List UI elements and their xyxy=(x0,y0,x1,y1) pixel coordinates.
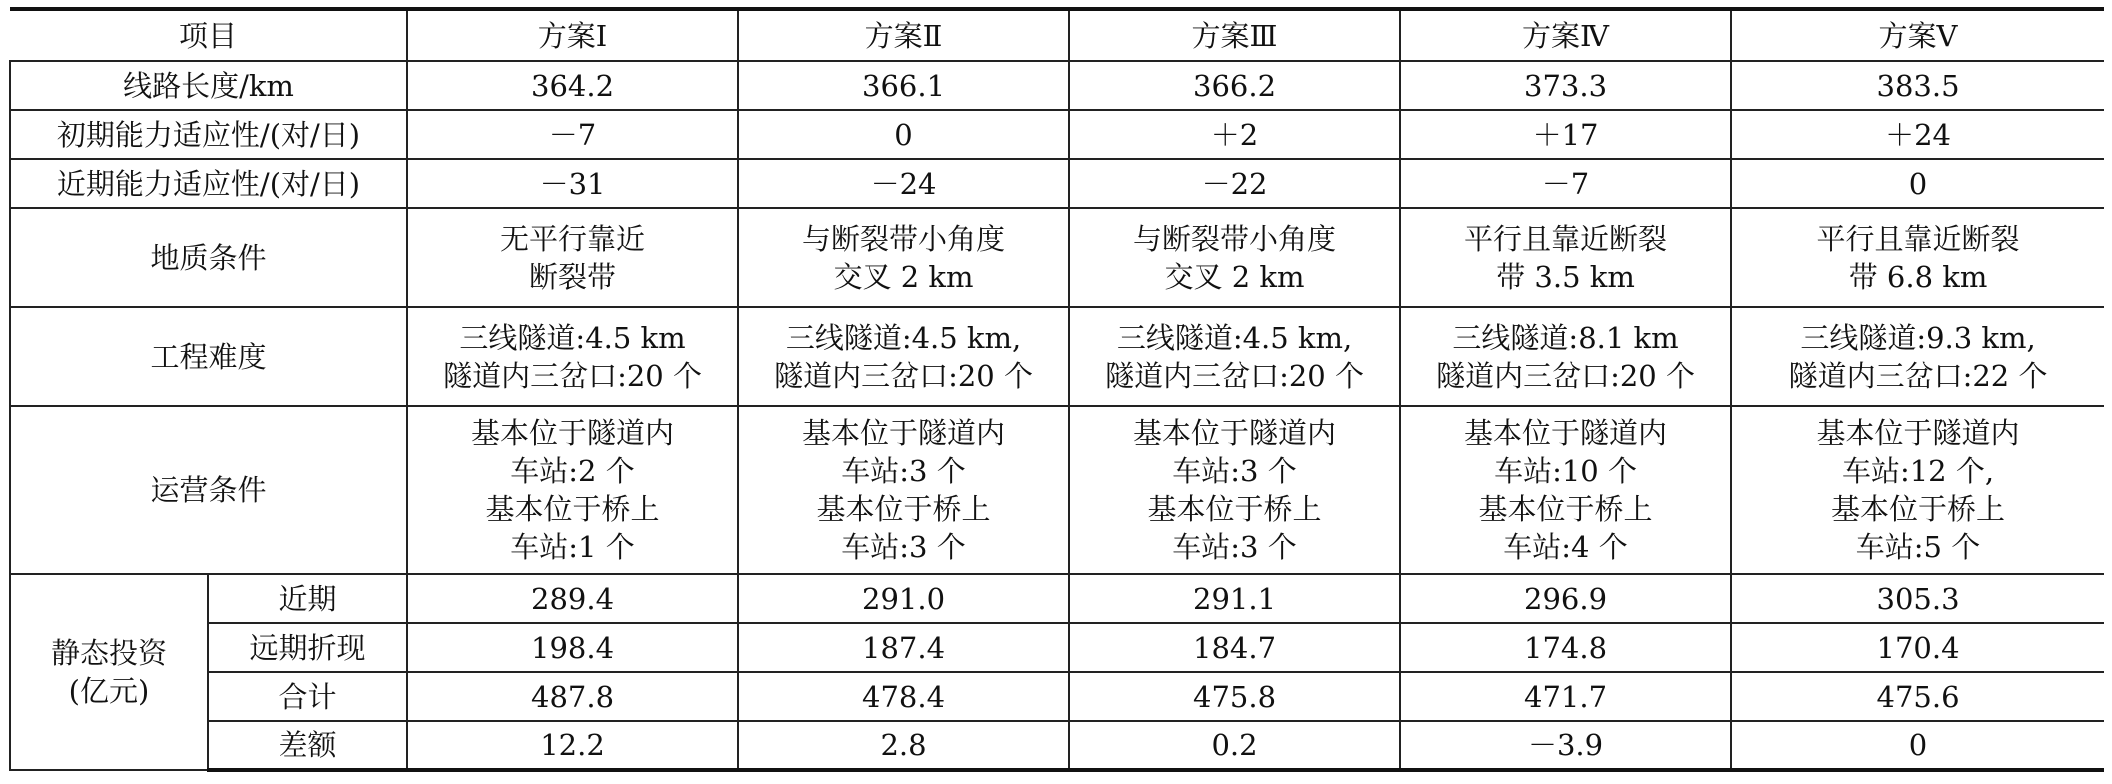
cell-line: 车站:3 个 xyxy=(1172,454,1297,488)
cell-line: 与断裂带小角度 xyxy=(802,221,1006,256)
cell xyxy=(1400,406,1731,574)
row-label: 地质条件 xyxy=(10,208,407,307)
row-label: 工程难度 xyxy=(10,307,407,406)
cell xyxy=(1400,208,1731,307)
cell-line: 三线隧道:4.5 km, xyxy=(785,320,1022,355)
cell-line: 带 6.8 km xyxy=(1848,259,1988,294)
cell-line: 基本位于隧道内 xyxy=(471,416,675,450)
header-scheme-5: 方案Ⅴ xyxy=(1731,9,2104,61)
cell-line: 交叉 2 km xyxy=(1164,259,1305,294)
cell-line: 基本位于隧道内 xyxy=(802,416,1006,450)
cell: 184.7 xyxy=(1069,623,1400,672)
cell xyxy=(738,307,1069,406)
cell xyxy=(1069,208,1400,307)
cell: 187.4 xyxy=(738,623,1069,672)
cell: 174.8 xyxy=(1400,623,1731,672)
cell-line: 隧道内三岔口:22 个 xyxy=(1788,358,2048,393)
cell: 366.1 xyxy=(738,61,1069,110)
investment-group-label xyxy=(10,574,208,770)
cell-line: 车站:3 个 xyxy=(1172,530,1297,564)
header-item: 项目 xyxy=(10,9,407,61)
cell xyxy=(738,406,1069,574)
header-scheme-2: 方案Ⅱ xyxy=(738,9,1069,61)
cell-line: 基本位于桥上 xyxy=(816,492,991,526)
cell xyxy=(1731,307,2104,406)
cell-line: 车站:1 个 xyxy=(510,530,635,564)
cell: 0 xyxy=(1731,721,2104,770)
header-scheme-3: 方案Ⅲ xyxy=(1069,9,1400,61)
cell-line: 基本位于桥上 xyxy=(1478,492,1653,526)
cell: 0.2 xyxy=(1069,721,1400,770)
cell xyxy=(1069,406,1400,574)
sub-label: 近期 xyxy=(208,574,407,623)
cell-line: 三线隧道:4.5 km xyxy=(459,320,686,355)
cell-line: 隧道内三岔口:20 个 xyxy=(443,358,702,393)
cell-line: 带 3.5 km xyxy=(1496,259,1635,294)
cell-line: 隧道内三岔口:20 个 xyxy=(1105,358,1364,393)
header-row xyxy=(10,9,2104,61)
cell-line: 基本位于隧道内 xyxy=(1133,416,1337,450)
investment-label-line: 静态投资 xyxy=(50,636,167,670)
cell-line: 车站:2 个 xyxy=(510,454,635,488)
cell: 471.7 xyxy=(1400,672,1731,721)
cell: 475.6 xyxy=(1731,672,2104,721)
row-invest-near xyxy=(10,574,2104,623)
cell: －31 xyxy=(407,159,738,208)
cell-line: 车站:10 个 xyxy=(1494,454,1637,488)
row-near-capacity xyxy=(10,159,2104,208)
cell: ＋24 xyxy=(1731,110,2104,159)
cell: 12.2 xyxy=(407,721,738,770)
row-invest-total xyxy=(10,672,2104,721)
row-line-length xyxy=(10,61,2104,110)
cell: 364.2 xyxy=(407,61,738,110)
cell: －7 xyxy=(407,110,738,159)
row-initial-capacity xyxy=(10,110,2104,159)
cell: －22 xyxy=(1069,159,1400,208)
cell: 366.2 xyxy=(1069,61,1400,110)
header-scheme-1: 方案Ⅰ xyxy=(407,9,738,61)
cell: 0 xyxy=(1731,159,2104,208)
cell-line: 三线隧道:4.5 km, xyxy=(1116,320,1353,355)
cell: 289.4 xyxy=(407,574,738,623)
cell-line: 断裂带 xyxy=(529,259,617,294)
cell: 296.9 xyxy=(1400,574,1731,623)
cell-line: 基本位于桥上 xyxy=(485,492,660,526)
cell-line: 无平行靠近 xyxy=(500,221,646,256)
cell-line: 车站:3 个 xyxy=(841,530,966,564)
row-invest-diff xyxy=(10,721,2104,770)
cell-line: 基本位于桥上 xyxy=(1831,492,2006,526)
cell: 383.5 xyxy=(1731,61,2104,110)
row-operation xyxy=(10,406,2104,574)
cell xyxy=(1731,406,2104,574)
row-label: 线路长度/km xyxy=(10,61,407,110)
sub-label: 远期折现 xyxy=(208,623,407,672)
cell: 291.0 xyxy=(738,574,1069,623)
cell-line: 交叉 2 km xyxy=(833,259,974,294)
cell: 2.8 xyxy=(738,721,1069,770)
row-label: 近期能力适应性/(对/日) xyxy=(10,159,407,208)
cell: ＋17 xyxy=(1400,110,1731,159)
cell xyxy=(407,208,738,307)
cell-line: 隧道内三岔口:20 个 xyxy=(1436,358,1695,393)
row-label: 运营条件 xyxy=(10,406,407,574)
cell: 0 xyxy=(738,110,1069,159)
row-geology xyxy=(10,208,2104,307)
cell-line: 基本位于隧道内 xyxy=(1464,416,1668,450)
cell: 170.4 xyxy=(1731,623,2104,672)
cell-line: 三线隧道:9.3 km, xyxy=(1800,320,2036,355)
cell: 291.1 xyxy=(1069,574,1400,623)
cell-line: 车站:4 个 xyxy=(1503,530,1628,564)
cell: －7 xyxy=(1400,159,1731,208)
cell-line: 车站:12 个, xyxy=(1841,454,1995,488)
cell xyxy=(407,307,738,406)
row-invest-far xyxy=(10,623,2104,672)
cell xyxy=(407,406,738,574)
sub-label: 合计 xyxy=(208,672,407,721)
cell-line: 三线隧道:8.1 km xyxy=(1452,320,1679,355)
cell-line: 与断裂带小角度 xyxy=(1133,221,1337,256)
cell: 198.4 xyxy=(407,623,738,672)
cell: －24 xyxy=(738,159,1069,208)
cell-line: 基本位于桥上 xyxy=(1147,492,1322,526)
row-label: 初期能力适应性/(对/日) xyxy=(10,110,407,159)
cell: －3.9 xyxy=(1400,721,1731,770)
cell-line: 隧道内三岔口:20 个 xyxy=(774,358,1033,393)
cell-line: 基本位于隧道内 xyxy=(1816,416,2020,450)
cell: 478.4 xyxy=(738,672,1069,721)
cell xyxy=(1400,307,1731,406)
row-difficulty xyxy=(10,307,2104,406)
cell-line: 平行且靠近断裂 xyxy=(1816,221,2020,256)
cell: 305.3 xyxy=(1731,574,2104,623)
cell: 487.8 xyxy=(407,672,738,721)
cell-line: 平行且靠近断裂 xyxy=(1464,221,1668,256)
sub-label: 差额 xyxy=(208,721,407,770)
investment-label-line: (亿元) xyxy=(68,674,150,708)
cell: 373.3 xyxy=(1400,61,1731,110)
cell: ＋2 xyxy=(1069,110,1400,159)
cell: 475.8 xyxy=(1069,672,1400,721)
cell xyxy=(738,208,1069,307)
header-scheme-4: 方案Ⅳ xyxy=(1400,9,1731,61)
scheme-comparison-table xyxy=(9,7,2104,772)
cell xyxy=(1731,208,2104,307)
cell-line: 车站:5 个 xyxy=(1855,530,1981,564)
cell xyxy=(1069,307,1400,406)
cell-line: 车站:3 个 xyxy=(841,454,966,488)
